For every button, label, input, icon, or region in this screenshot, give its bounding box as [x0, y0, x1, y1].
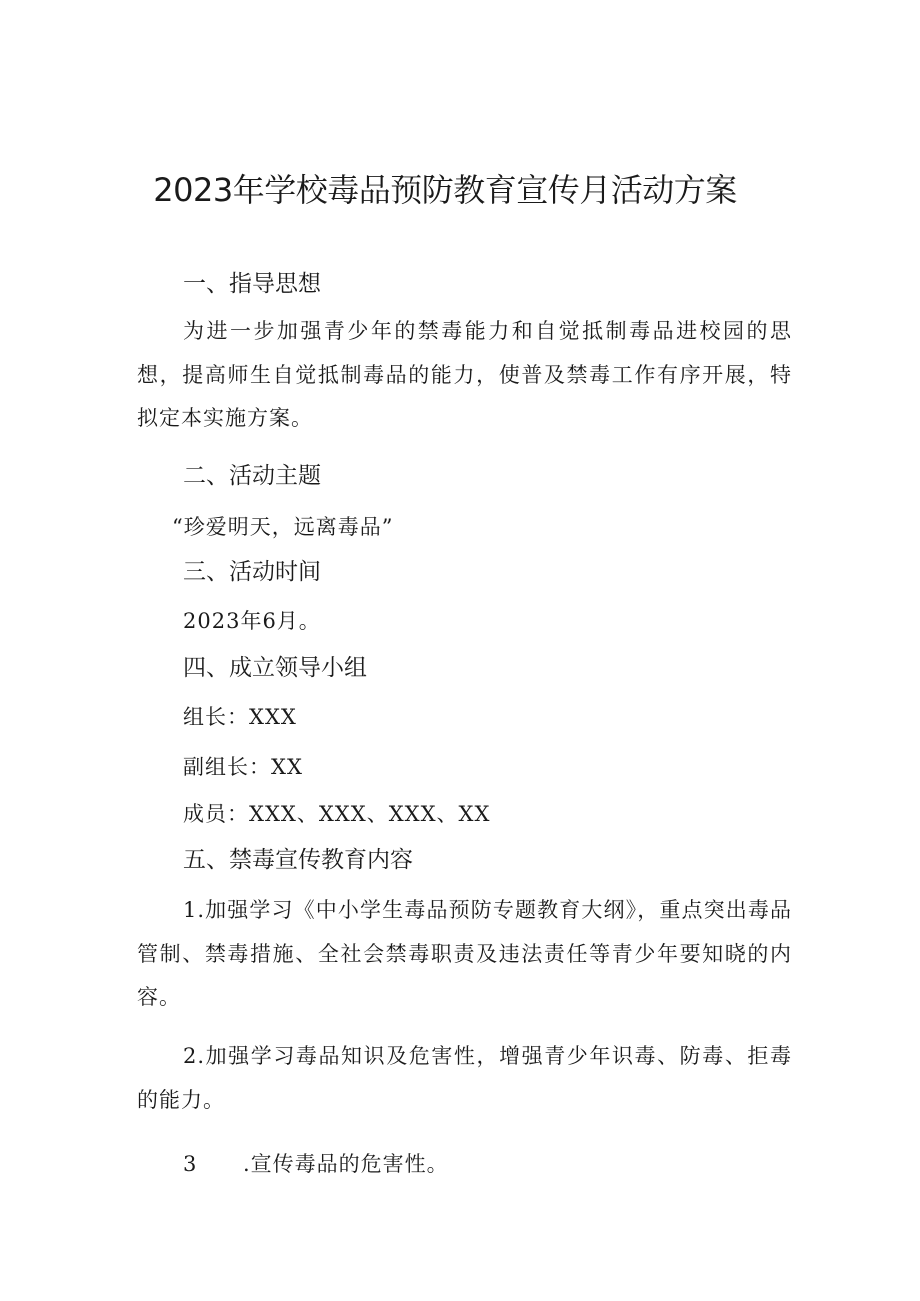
section-heading-leadership-group: 四、成立领导小组 — [183, 655, 367, 681]
education-item-2: 2.加强学习毒品知识及危害性，增强青少年识毒、防毒、拒毒的能力。 — [137, 1044, 792, 1112]
section-paragraph-guiding-ideology: 为进一步加强青少年的禁毒能力和自觉抵制毒品进校园的思想，提高师生自觉抵制毒品的能力，使普及禁毒工作有序开展，特拟定本实施方案。 — [137, 319, 792, 430]
education-item-3-number: 3 — [183, 1152, 197, 1176]
activity-time-text: 2023年6月。 — [183, 609, 321, 633]
education-item-3-text: .宣传毒品的危害性。 — [243, 1152, 449, 1176]
deputy-leader-line: 副组长：XX — [183, 755, 303, 779]
document-title: 2023年学校毒品预防教育宣传月活动方案 — [153, 171, 737, 209]
activity-theme-text: “珍爱明天，远离毒品” — [172, 515, 394, 539]
section-heading-guiding-ideology: 一、指导思想 — [183, 271, 321, 297]
leader-line: 组长：XXX — [183, 705, 297, 729]
members-line: 成员：XXX、XXX、XXX、XX — [183, 802, 491, 826]
education-item-1: 1.加强学习《中小学生毒品预防专题教育大纲》，重点突出毒品管制、禁毒措施、全社会禁毒职责及违法责任等青少年要知晓的内容。 — [137, 898, 792, 1009]
section-heading-activity-time: 三、活动时间 — [183, 559, 321, 585]
section-heading-activity-theme: 二、活动主题 — [183, 463, 321, 489]
section-heading-education-content: 五、禁毒宣传教育内容 — [183, 847, 413, 873]
